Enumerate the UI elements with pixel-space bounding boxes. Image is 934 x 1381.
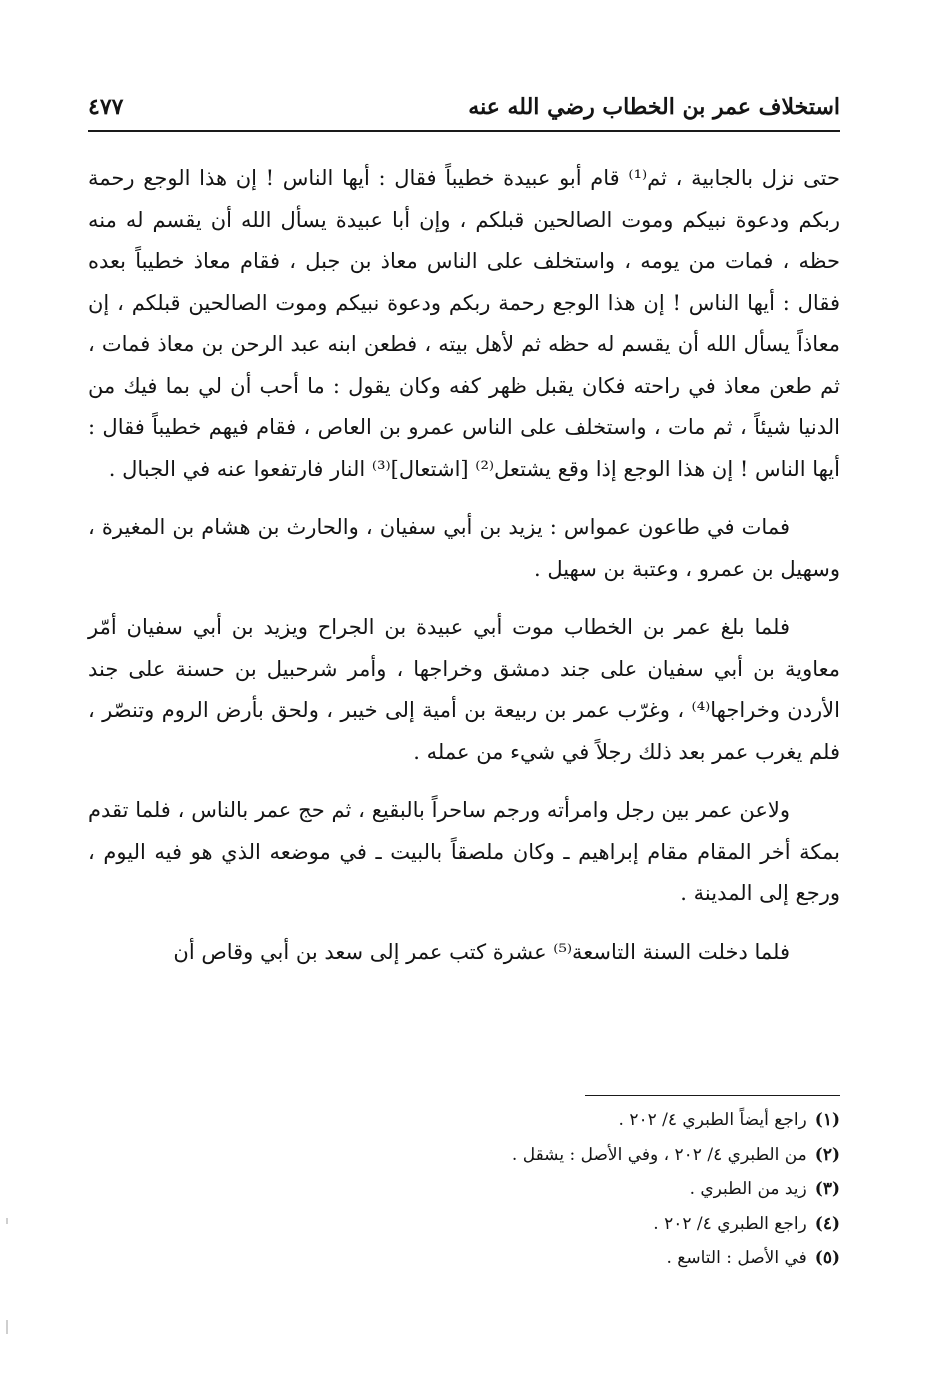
footnote-number: (٥) (814, 1248, 840, 1268)
page-header (88, 88, 840, 132)
footnote-number: (١) (814, 1110, 840, 1130)
paragraph-plague-speeches: حتى نزل بالجابية ، ثم⁽¹⁾ قام أبو عبيدة خطيباً فقال : أيها الناس ! إن هذا الوجع رحمة ربكم ودعوة نبيكم وموت الصالحين قبلكم ، وإن أبا عبيدة يسأل الله أن يقسم له منه حظه ، فمات من يومه ، واستخلف على الناس معاذ بن جبل ، فقام معاذ خطيباً بعده فقال : أيها الناس ! إن هذا الوجع رحمة ربكم ودعوة نبيكم وموت الصالحين قبلكم ، إن معاذاً يسأل الله أن يقسم له حظه ثم لأهل بيته ، فطعن ابنه عبد الرحن بن معاذ فمات ، ثم طعن معاذ في راحته فكان يقبل ظهر كفه وكان يقول : ما أحب أن لي بما فيك من الدنيا شيئاً ، ثم مات ، واستخلف على الناس عمرو بن العاص ، فقام فيهم خطيباً فقال : أيها الناس ! إن هذا الوجع إذا وقع يشتعل⁽²⁾ [اشتعال]⁽³⁾ النار فارتفعوا عنه في الجبال . (88, 166, 840, 481)
running-title: استخلاف عمر بن الخطاب رضي الله عنه (468, 94, 840, 120)
footnote-item (340, 1172, 840, 1207)
footnote-text: راجع أيضاً الطبري ٤/ ٢٠٢ . (618, 1110, 807, 1130)
footnote-item (340, 1103, 840, 1138)
page-number: ٤٧٧ (88, 94, 124, 120)
main-text (88, 158, 840, 990)
footnote-text: في الأصل : التاسع . (666, 1248, 807, 1268)
footnote-number: (٢) (814, 1144, 840, 1165)
footnote-text: من الطبري ٤/ ٢٠٢ ، وفي الأصل : يشقل . (511, 1144, 807, 1165)
footnote-text: زيد من الطبري . (689, 1179, 807, 1199)
footnotes (340, 1103, 840, 1276)
footnote-text: راجع الطبري ٤/ ٢٠٢ . (653, 1213, 807, 1234)
paragraph-year-nineteen: فلما دخلت السنة التاسعة⁽⁵⁾ عشرة كتب عمر إلى سعد بن أبي وقاص أن (173, 939, 790, 964)
footnote-number: (٤) (814, 1213, 840, 1234)
footnote-item (340, 1207, 840, 1242)
paragraph-amwas-deaths: فمات في طاعون عمواس : يزيد بن أبي سفيان ، والحارث بن هشام بن المغيرة ، وسهيل بن عمرو ، وعتبة بن سهيل . (88, 515, 840, 581)
scan-speck (6, 1218, 8, 1224)
footnote-number: (٣) (814, 1179, 840, 1199)
paragraph-hajj: ولاعن عمر بين رجل وامرأته ورجم ساحراً بالبقيع ، ثم حج عمر بالناس ، فلما تقدم بمكة أخر المقام مقام إبراهيم ـ وكان ملصقاً بالبيت ـ في موضعه الذي هو فيه اليوم ، ورجع إلى المدينة . (88, 798, 840, 905)
footnote-item (340, 1138, 840, 1173)
footnote-item (340, 1241, 840, 1276)
paragraph-appointments: فلما بلغ عمر بن الخطاب موت أبي عبيدة بن الجراح ويزيد بن أبي سفيان أمّر معاوية بن أبي سفيان على جند دمشق وخراجها ، وأمر شرحبيل بن حسنة على جند الأردن وخراجها⁽⁴⁾ ، وغرّب عمر بن ربيعة بن أمية إلى خيبر ، ولحق بأرض الروم وتنصّر ، فلم يغرب عمر بعد ذلك رجلاً في شيء من عمله . (88, 615, 840, 764)
footnote-divider (585, 1095, 840, 1096)
scan-speck (6, 1320, 8, 1334)
